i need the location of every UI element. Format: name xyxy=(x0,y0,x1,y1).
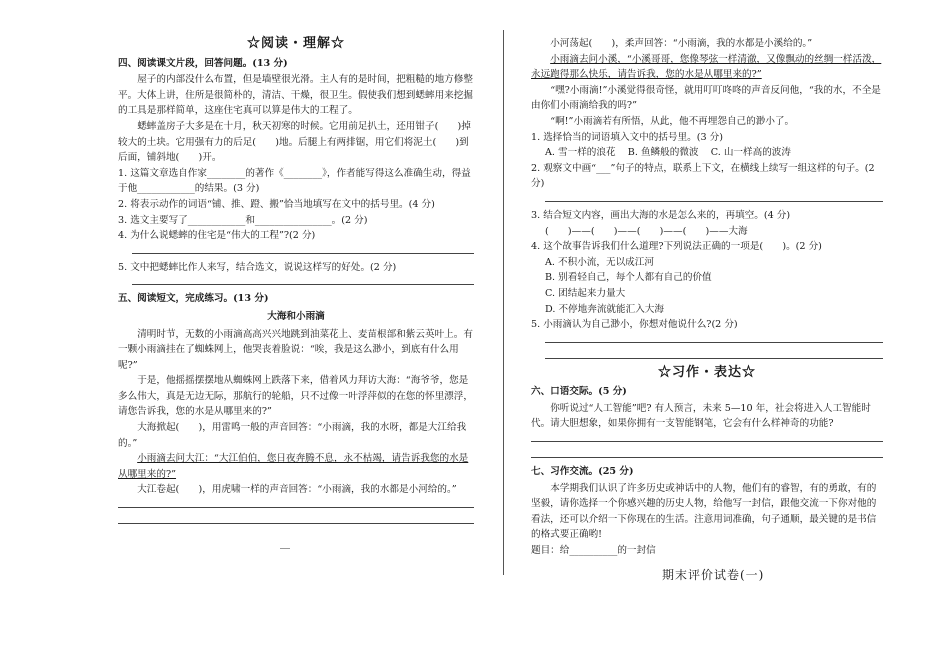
passage-cont-1: 小河荡起( )，柔声回答：“小雨滴，我的水都是小溪给的。” xyxy=(550,38,813,49)
q5-title: 五、阅读短文，完成练习。(13 分) xyxy=(118,293,269,305)
q5-item-3-chain: ( )——( )——( )——( )——大海 xyxy=(545,225,748,237)
answer-line xyxy=(545,333,883,343)
exam-title: 期末评价试卷(一) xyxy=(662,568,765,582)
q4-option-c: C. 团结起来力量大 xyxy=(545,287,626,299)
q7-topic: 题目：给__________的一封信 xyxy=(531,545,656,557)
q4-option-d: D. 不停地奔流就能汇入大海 xyxy=(545,303,664,315)
q5-passage-5: 大江卷起( )，用虎啸一样的声音回答：“小雨滴，我的水都是小河给的。” xyxy=(137,484,457,496)
answer-line xyxy=(132,275,474,285)
q6-text: 你听说过“人工智能”吧? 有人预言，未来 5—10 年，社会将进入人工智能时代。请大胆想象，如果你拥有一支智能钢笔，它会有什么样神奇的功能? xyxy=(531,402,871,430)
section-header-writing: ☆习作・表达☆ xyxy=(657,364,756,380)
q4-item-3: 3. 选文主要写了____________和________________。(2 分) xyxy=(118,214,368,226)
story-title: 大海和小雨滴 xyxy=(267,310,325,322)
right-column xyxy=(531,36,883,559)
option-c: C. 山一样高的波涛 xyxy=(710,147,791,159)
q4-option-b: B. 别看轻自己，每个人都有自己的价值 xyxy=(545,272,712,284)
q5-passage-2: 于是，他摇摇摆摆地从蜘蛛网上跌落下来，借着风力拜访大海：“海爷爷，您是多么伟大，真是无边无际，那航行的轮船，只不过像一叶浮萍似的在您的怀里漂浮，请您告诉我，您的水是从哪里来的?” xyxy=(118,375,473,418)
answer-line xyxy=(531,448,883,458)
answer-line xyxy=(118,498,474,508)
passage-cont-3: “嘿?小雨滴!”小溪觉得很奇怪，就用叮叮咚咚的声音反问他，“我的水，不全是由你们小雨滴给我的吗?” xyxy=(531,84,881,112)
q5-item-3: 3. 结合短文内容，画出大海的水是怎么来的，再填空。(4 分) xyxy=(531,209,791,221)
option-a: A. 雪一样的浪花 xyxy=(545,147,616,159)
q6-title: 六、口语交际。(5 分) xyxy=(531,386,627,398)
q5-item-4: 4. 这个故事告诉我们什么道理?下列说法正确的一项是( )。(2 分) xyxy=(531,241,822,253)
answer-line xyxy=(545,349,883,359)
q5-item-1: 1. 选择恰当的词语填入文中的括号里。(3 分) xyxy=(531,131,723,143)
q5-item-5: 5. 小雨滴认为自己渺小，你想对他说什么?(2 分) xyxy=(531,319,738,331)
q4-item-2: 2. 将表示动作的词语“铺、推、蹬、搬”恰当地填写在文中的括号里。(4 分) xyxy=(118,198,435,210)
q4-passage-1: 屋子的内部没什么布置，但是墙壁很光滑。主人有的是时间，把粗糙的地方修整平。大体上讲，住所是很简朴的，清洁、干燥，很卫生。假使我们想到蟋蟀用来挖掘的工具是那样简单，这座住宅真可以算是伟大的工程了。 xyxy=(118,74,473,117)
answer-line xyxy=(531,432,883,442)
column-divider xyxy=(503,30,504,575)
q7-text: 本学期我们认识了许多历史或神话中的人物，他们有的睿智，有的勇敢，有的坚毅，请你选择一个你感兴趣的历史人物，给他写一封信，跟他交流一下你对他的看法，还可以介绍一下你现在的生活。注意用词准确，句子通顺，最关键的是书信的格式要正确哟! xyxy=(531,482,877,541)
passage-cont-2-underlined: 小雨滴去问小溪，“小溪哥哥，您像琴弦一样清澈，又像飘动的丝绸一样活泼，永远跑得那么快乐，请告诉我，您的水是从哪里来的?” xyxy=(531,53,882,81)
q5-passage-4-underlined: 小雨滴去问大江：“大江伯伯，您日夜奔腾不息，永不枯竭，请告诉我您的水是从哪里来的?” xyxy=(118,453,469,480)
q4-option-a: A. 不积小流，无以成江河 xyxy=(545,256,654,268)
answer-line xyxy=(118,514,474,524)
passage-cont-4: “啊!”小雨滴若有所悟，从此，他不再埋怨自己的渺小了。 xyxy=(550,115,795,127)
answer-line xyxy=(132,244,474,254)
q4-item-5: 5. 文中把蟋蟀比作人来写，结合选文，说说这样写的好处。(2 分) xyxy=(118,261,397,273)
q5-passage-3: 大海掀起( )，用雷鸣一般的声音回答：“小雨滴，我的水呀，都是大江给我的。” xyxy=(118,422,467,449)
q4-passage-2: 蟋蟀盖房子大多是在十月，秋天初寒的时候。它用前足扒土，还用钳子( )掉较大的土块。它用强有力的后足( )地。后腿上有两排锯，用它们将泥土( )到后面，铺斜地( )开。 xyxy=(118,120,471,164)
q4-item-1: 1. 这篇文章选自作家________的著作《________》，作者能写得这么准确生动，得益于他____________的结果。(3 分) xyxy=(118,167,471,195)
option-b: B. 鱼鳞般的微波 xyxy=(627,147,699,159)
q5-item-2: 2. 观察文中画“___”句子的特点，联系上下文，在横线上续写一组这样的句子。(2 分) xyxy=(531,162,875,190)
answer-line xyxy=(545,192,883,202)
q4-item-4: 4. 为什么说蟋蟀的住宅是“伟大的工程”?(2 分) xyxy=(118,230,316,242)
q4-title: 四、阅读课文片段，回答问题。(13 分) xyxy=(118,57,288,69)
left-column xyxy=(118,36,474,530)
page-mark xyxy=(280,548,290,549)
q5-passage-1: 清明时节，无数的小雨滴高高兴兴地跳到油菜花上、麦苗根部和紫云英叶上。有一颗小雨滴挂在了蜘蛛网上，他哭丧着脸说：“唉，我是这么渺小，到底有什么用呢?” xyxy=(118,328,473,371)
section-header-reading: ☆阅读・理解☆ xyxy=(246,36,345,51)
q5-item-1-options xyxy=(531,145,883,161)
q7-title: 七、习作交流。(25 分) xyxy=(531,466,634,478)
